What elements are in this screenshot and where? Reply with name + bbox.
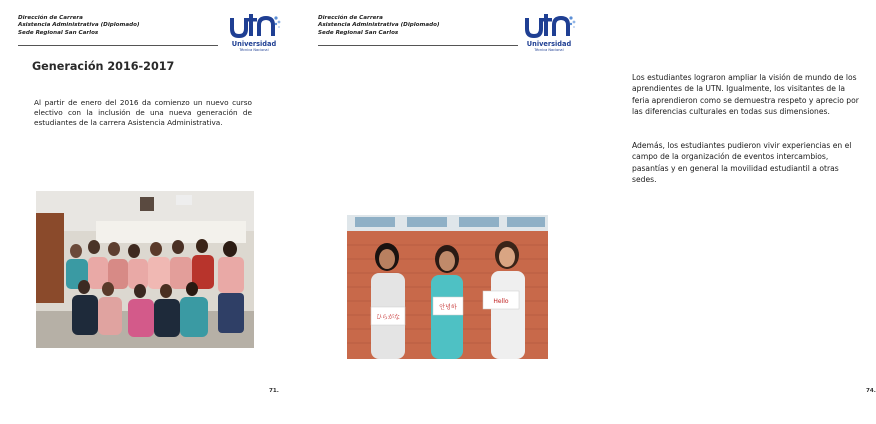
page-number: 74. — [866, 388, 876, 394]
sign-middle-text: 안녕하 — [439, 304, 457, 311]
logo-subtitle: Técnica Nacional — [239, 48, 269, 52]
students-photo-image — [347, 215, 548, 359]
header-program: Asistencia Administrativa (Diplomado) — [318, 22, 440, 29]
utn-logo-mark-icon — [229, 12, 281, 42]
header-direction: Dirección de Carrera — [318, 15, 383, 21]
sign-left-text: ひらがな — [375, 314, 401, 321]
sign-right-text: Hello — [493, 298, 509, 305]
logo-university-name: Universidad — [526, 40, 572, 48]
experiences-paragraph: Además, los estudiantes pudieron vivir experiencias en el campo de la organización de eventos intercambios, pasantías y en general la movilidad estudiantil a otras sedes. — [632, 141, 852, 185]
utn-logo — [524, 12, 584, 54]
group-photo — [36, 191, 254, 348]
results-paragraph: Los estudiantes lograron ampliar la visión de mundo de los aprendientes de la UTN. Igualmente, los visitantes de la feria aprendieron como se demuestra respeto y aprecio por las diferencias culturales en todas sus dimensiones. — [632, 73, 859, 117]
section-title: Generación 2016-2017 — [32, 60, 175, 73]
header-direction: Dirección de Carrera — [18, 15, 83, 21]
logo-university-name: Universidad — [231, 40, 277, 48]
page-header — [318, 15, 518, 37]
students-photo — [347, 215, 548, 359]
header-divider — [318, 45, 518, 46]
header-divider — [18, 45, 218, 46]
left-page — [0, 0, 300, 424]
group-photo-image — [36, 191, 254, 348]
logo-subtitle: Técnica Nacional — [534, 48, 564, 52]
right-page — [300, 0, 876, 424]
page-number: 71. — [269, 388, 279, 394]
intro-paragraph: Al partir de enero del 2016 da comienzo un nuevo curso electivo con la inclusión de una nueva generación de estudiantes de la carrera Asistencia Administrativa. — [34, 98, 252, 127]
page-header — [18, 15, 218, 37]
header-campus: Sede Regional San Carlos — [318, 29, 399, 36]
header-campus: Sede Regional San Carlos — [18, 29, 99, 36]
header-program: Asistencia Administrativa (Diplomado) — [18, 22, 140, 29]
utn-logo — [229, 12, 289, 54]
utn-logo-mark-icon — [524, 12, 576, 42]
